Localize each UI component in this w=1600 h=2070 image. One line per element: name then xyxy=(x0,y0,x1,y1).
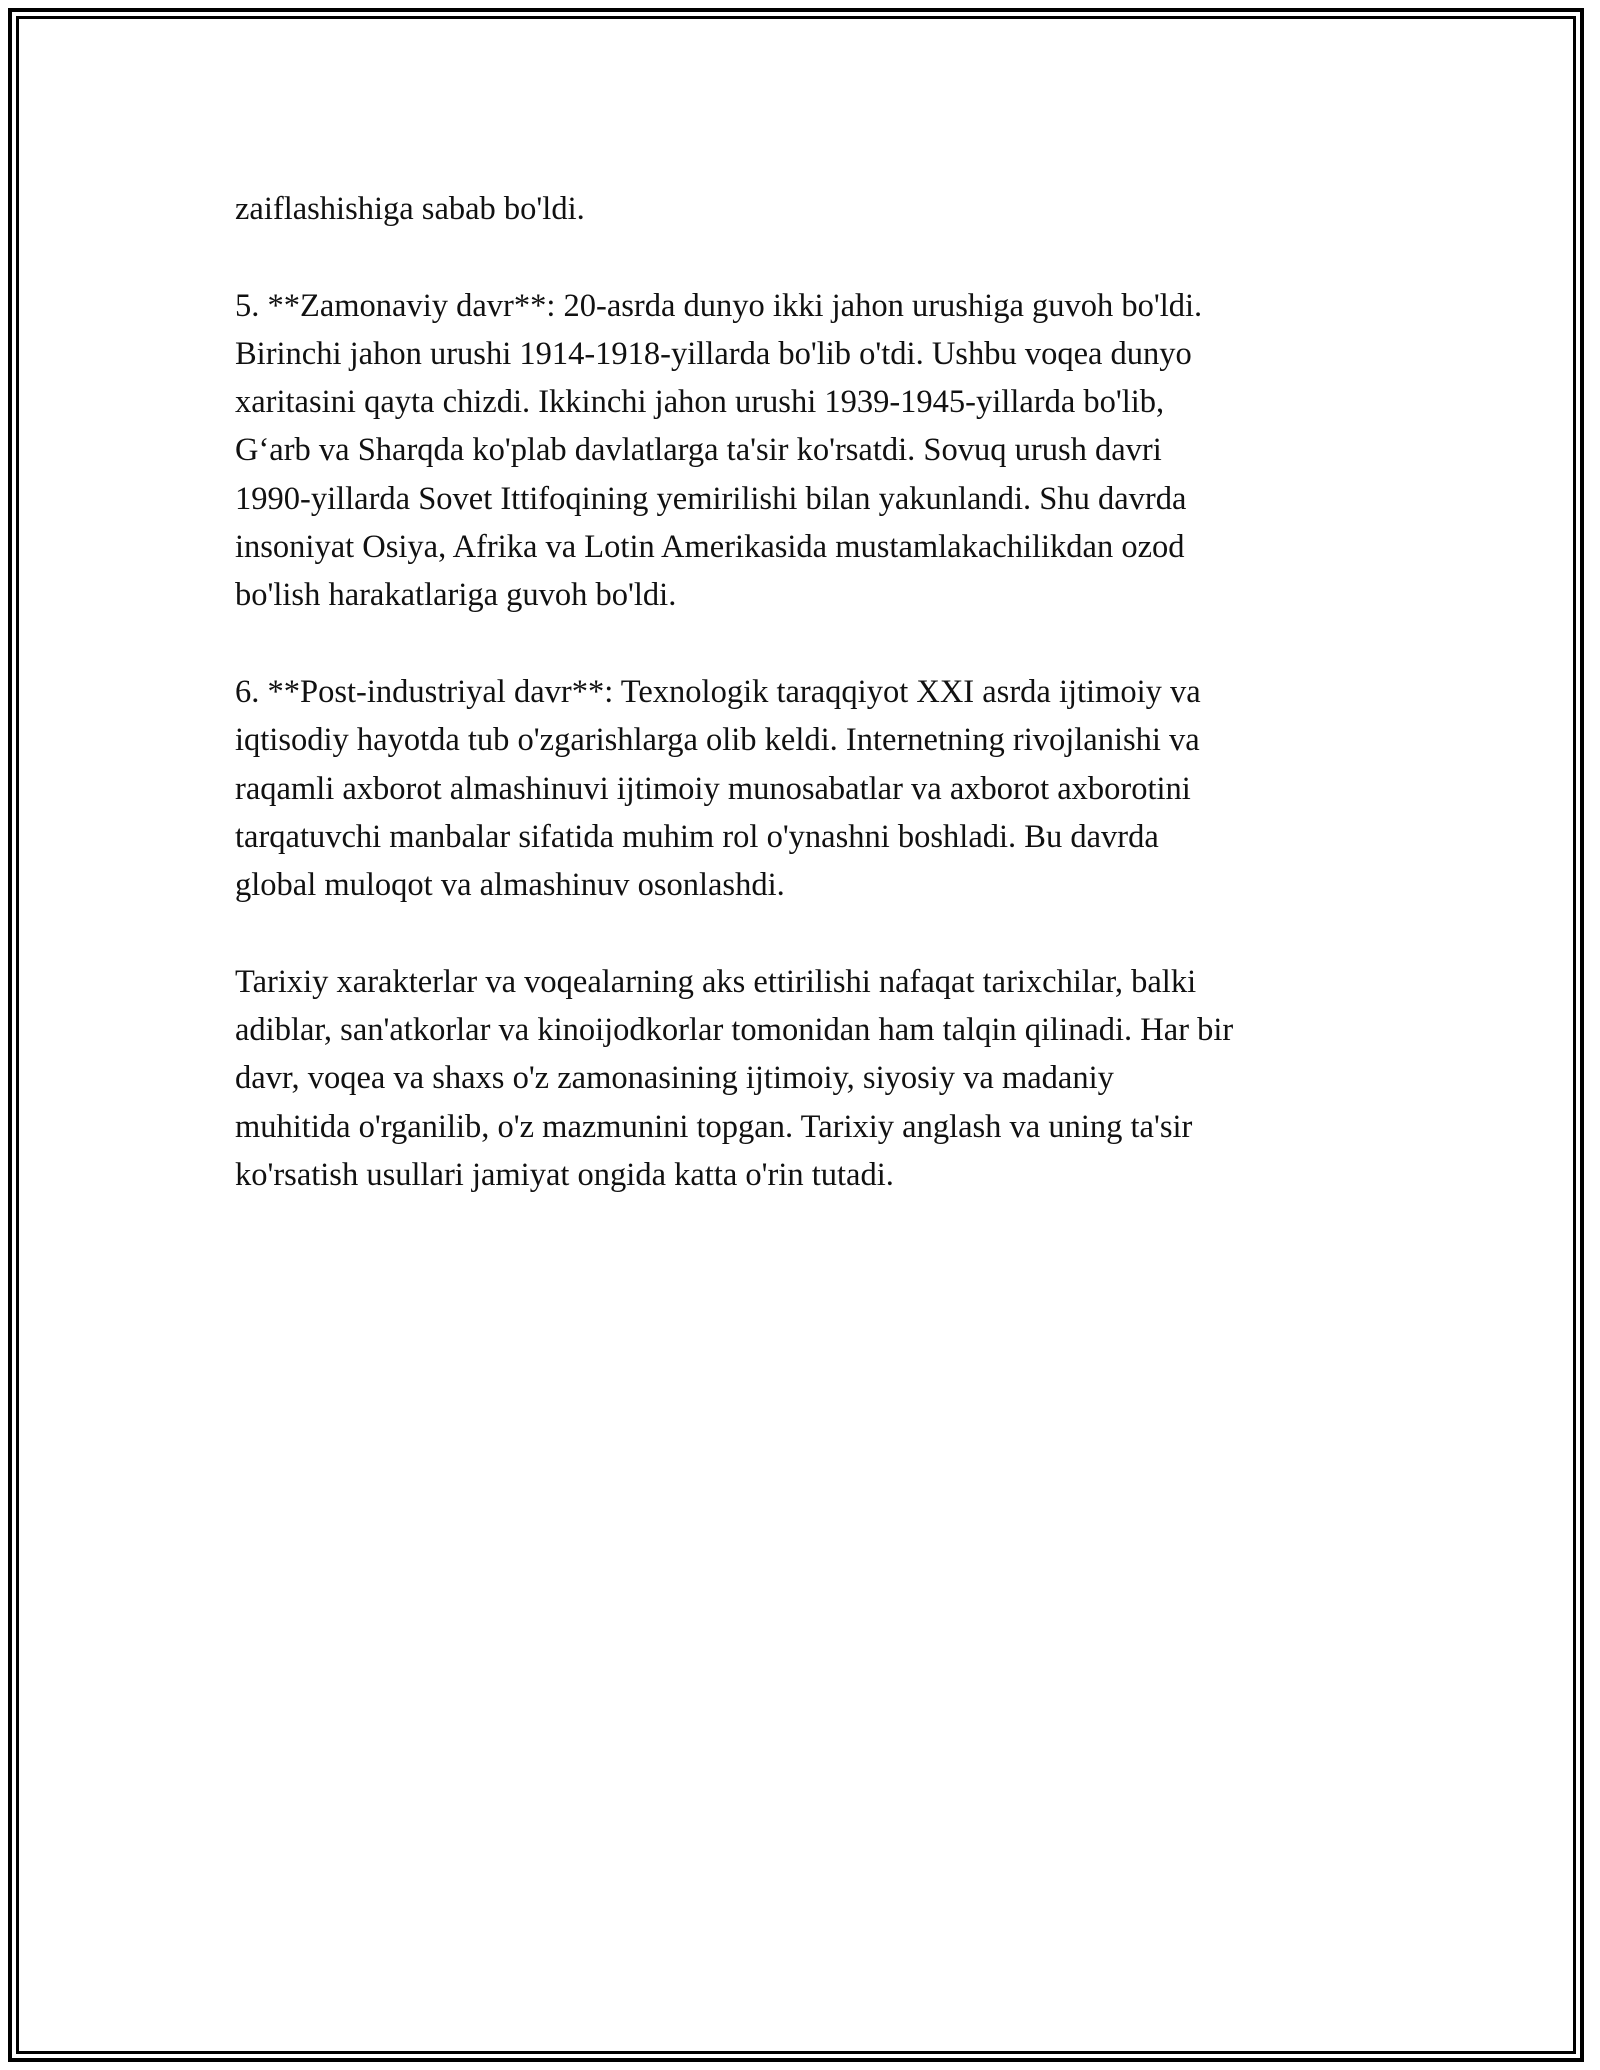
paragraph-post-industrial-era xyxy=(235,668,1395,909)
document-body xyxy=(235,185,1395,1248)
paragraph-modern-era xyxy=(235,282,1395,620)
text-line: global muloqot va almashinuv osonlashdi. xyxy=(235,867,785,904)
paragraph-conclusion xyxy=(235,958,1395,1199)
text-line: tarqatuvchi manbalar sifatida muhim rol o'ynashni boshladi. Bu davrda xyxy=(235,818,1159,855)
text-line: muhitida o'rganilib, o'z mazmunini topgan. Tarixiy anglash va uning ta'sir xyxy=(235,1108,1193,1145)
text-line: 5. **Zamonaviy davr**: 20-asrda dunyo ikki jahon urushiga guvoh bo'ldi. xyxy=(235,287,1203,324)
text-line: Tarixiy xarakterlar va voqealarning aks ettirilishi nafaqat tarixchilar, balki xyxy=(235,963,1197,1000)
text-line: iqtisodiy hayotda tub o'zgarishlarga olib keldi. Internetning rivojlanishi va xyxy=(235,722,1200,759)
text-line: raqamli axborot almashinuvi ijtimoiy munosabatlar va axborot axborotini xyxy=(235,770,1191,807)
text-line: 6. **Post-industriyal davr**: Texnologik taraqqiyot XXI asrda ijtimoiy va xyxy=(235,673,1201,710)
text-line: bo'lish harakatlariga guvoh bo'ldi. xyxy=(235,577,677,614)
text-line: Birinchi jahon urushi 1914-1918-yillarda bo'lib o'tdi. Ushbu voqea dunyo xyxy=(235,335,1192,372)
text-line: insoniyat Osiya, Afrika va Lotin Amerikasida mustamlakachilikdan ozod xyxy=(235,529,1185,566)
paragraph-continuation xyxy=(235,185,1395,233)
text-line: davr, voqea va shaxs o'z zamonasining ijtimoiy, siyosiy va madaniy xyxy=(235,1060,1114,1097)
text-line: xaritasini qayta chizdi. Ikkinchi jahon urushi 1939-1945-yillarda bo'lib, xyxy=(235,384,1165,421)
text-line: 1990-yillarda Sovet Ittifoqining yemirilishi bilan yakunlandi. Shu davrda xyxy=(235,480,1187,517)
text-line: ko'rsatish usullari jamiyat ongida katta o'rin tutadi. xyxy=(235,1156,894,1193)
text-line: zaiflashishiga sabab bo'ldi. xyxy=(235,191,585,227)
text-line: G‘arb va Sharqda ko'plab davlatlarga ta'sir ko'rsatdi. Sovuq urush davri xyxy=(235,432,1162,469)
text-line: adiblar, san'atkorlar va kinoijodkorlar tomonidan ham talqin qilinadi. Har bir xyxy=(235,1012,1234,1049)
